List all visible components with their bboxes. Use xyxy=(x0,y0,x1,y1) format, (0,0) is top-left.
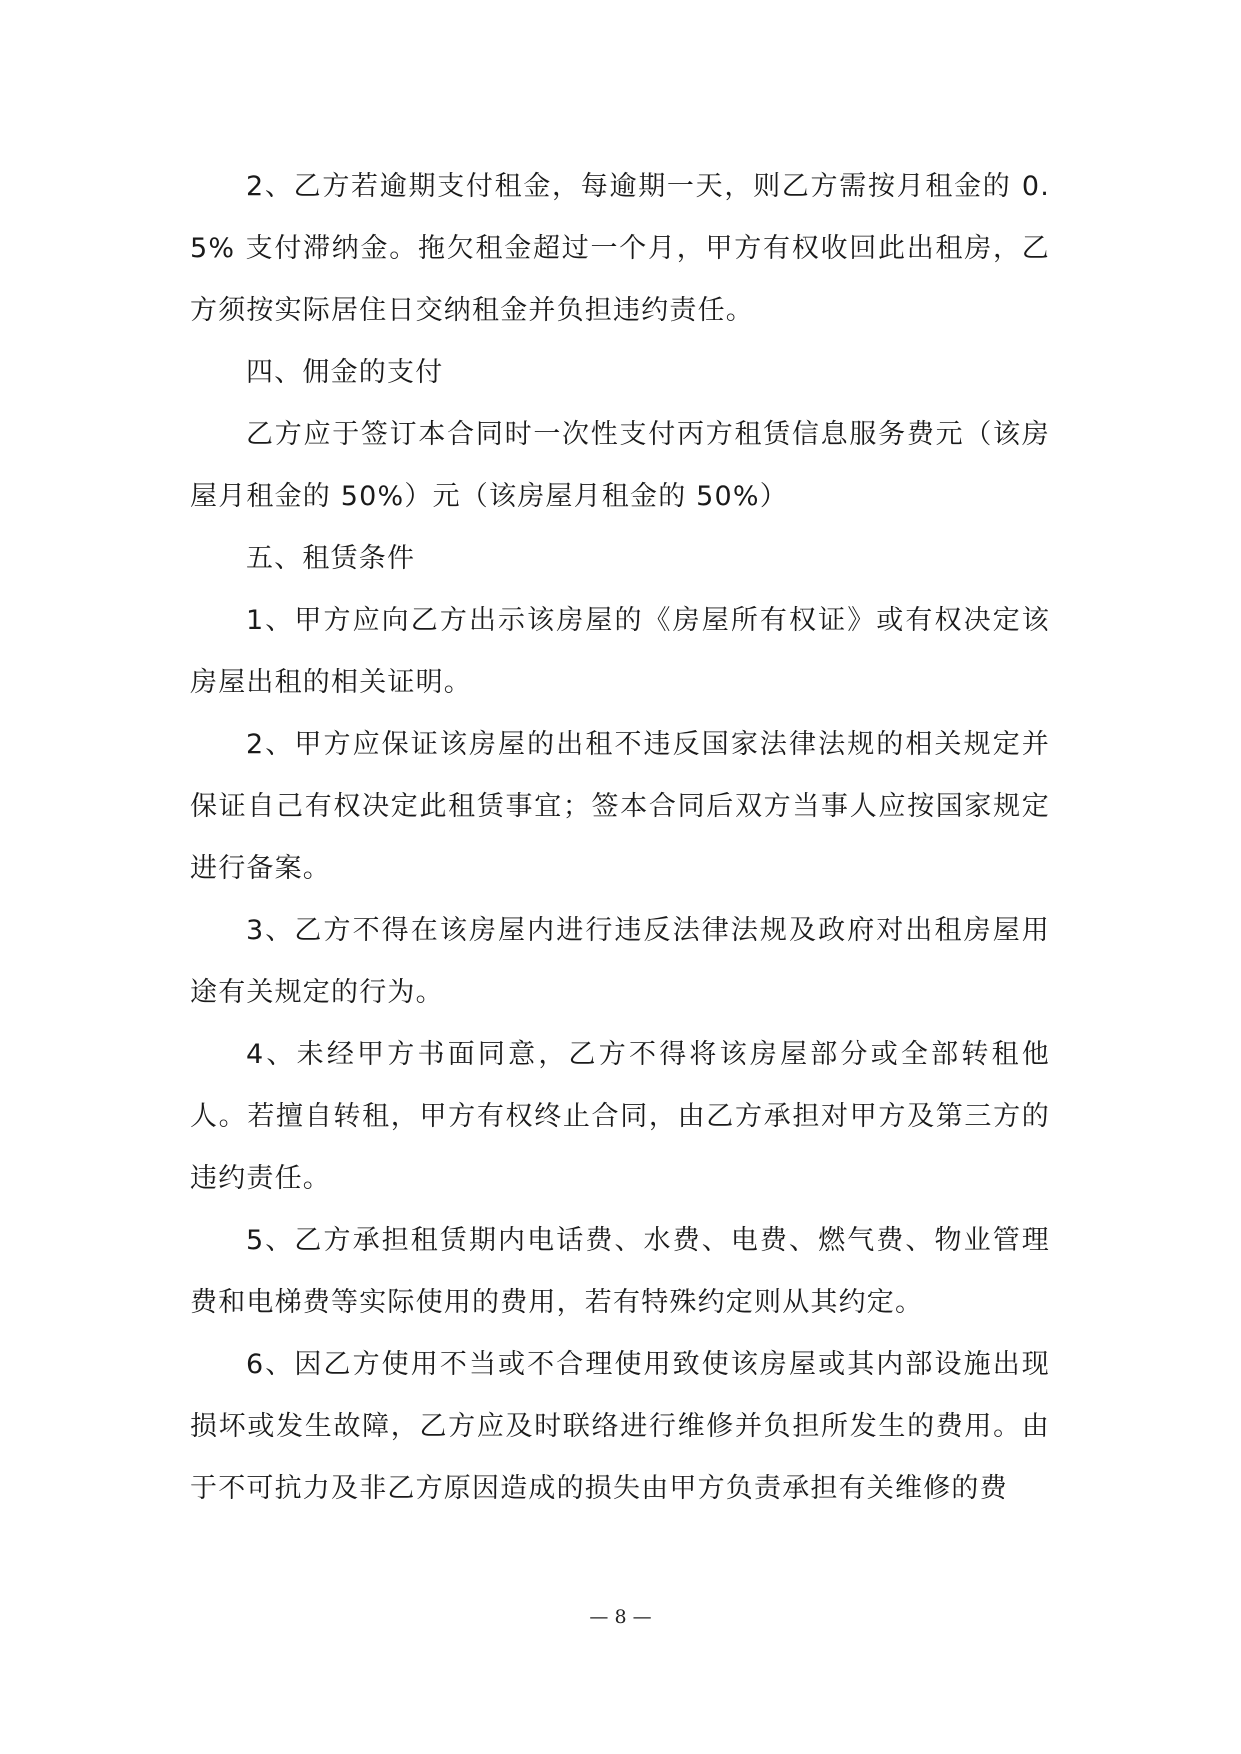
paragraph-condition-3: 3、乙方不得在该房屋内进行违反法律法规及政府对出租房屋用途有关规定的行为。 xyxy=(190,915,1050,1008)
paragraph-commission: 乙方应于签订本合同时一次性支付丙方租赁信息服务费元（该房屋月租金的 50%）元（该房屋月租金的 50%） xyxy=(190,419,1050,512)
paragraph-condition-4: 4、未经甲方书面同意，乙方不得将该房屋部分或全部转租他人。若擅自转租，甲方有权终止合同，由乙方承担对甲方及第三方的违约责任。 xyxy=(190,1039,1050,1194)
paragraph-condition-1: 1、甲方应向乙方出示该房屋的《房屋所有权证》或有权决定该房屋出租的相关证明。 xyxy=(190,605,1050,698)
paragraph-condition-5: 5、乙方承担租赁期内电话费、水费、电费、燃气费、物业管理费和电梯费等实际使用的费用，若有特殊约定则从其约定。 xyxy=(190,1225,1050,1318)
paragraph-condition-2: 2、甲方应保证该房屋的出租不违反国家法律法规的相关规定并保证自己有权决定此租赁事宜；签本合同后双方当事人应按国家规定进行备案。 xyxy=(190,729,1050,884)
section-heading-lease-conditions: 五、租赁条件 xyxy=(246,543,416,574)
paragraph-condition-6: 6、因乙方使用不当或不合理使用致使该房屋或其内部设施出现损坏或发生故障，乙方应及时联络进行维修并负担所发生的费用。由于不可抗力及非乙方原因造成的损失由甲方负责承担有关维修的费 xyxy=(190,1349,1050,1504)
paragraph-late-payment: 2、乙方若逾期支付租金，每逾期一天，则乙方需按月租金的 0.5% 支付滞纳金。拖欠租金超过一个月，甲方有权收回此出租房，乙方须按实际居住日交纳租金并负担违约责任。 xyxy=(190,171,1050,326)
section-heading-commission: 四、佣金的支付 xyxy=(246,357,444,388)
document-body xyxy=(190,156,1050,1520)
page-number: — 8 — xyxy=(589,1606,652,1628)
